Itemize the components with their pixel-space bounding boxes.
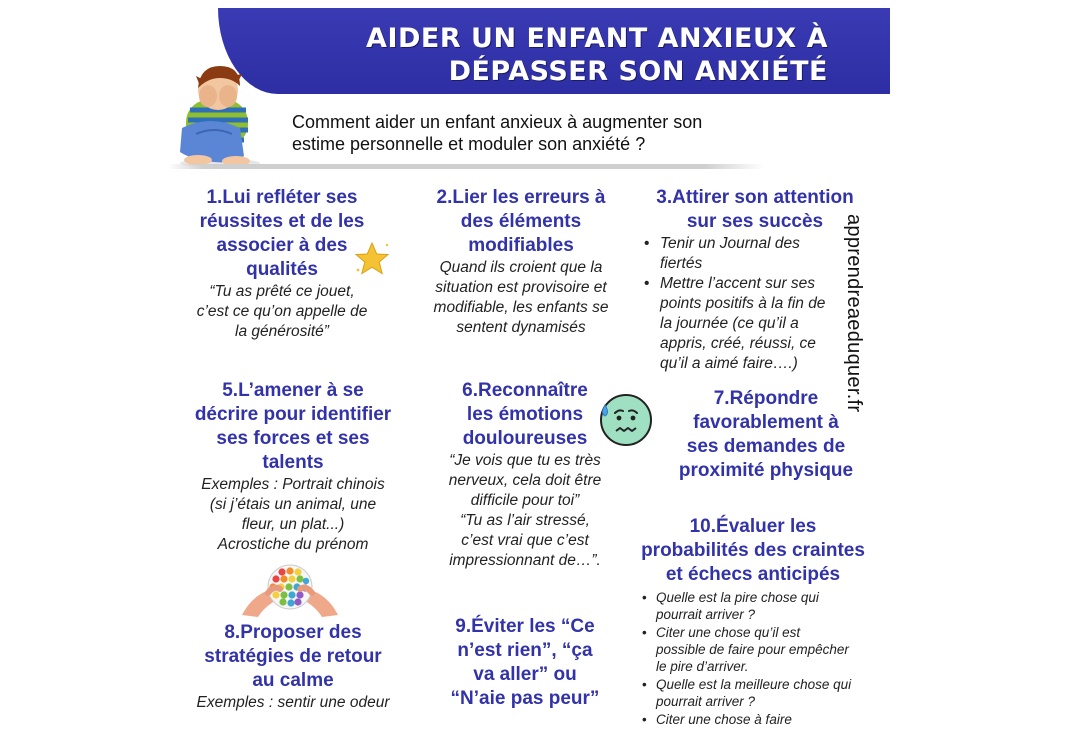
title-line: 7.Répondre	[713, 388, 819, 409]
section-text	[414, 258, 628, 338]
section-title	[414, 186, 628, 258]
title-line: 6.Reconnaître	[462, 380, 588, 401]
text-line: impressionnant de…”.	[449, 552, 601, 569]
title-line: et échecs anticipés	[665, 564, 841, 585]
title-line: probabilités des craintes	[641, 540, 865, 561]
title-line: 9.Éviter les “Ce	[455, 616, 595, 637]
section-5	[176, 379, 410, 555]
intro-question	[292, 111, 812, 155]
title-line: “N’aie pas peur”	[450, 688, 600, 709]
text-line: situation est provisoire et	[435, 279, 607, 296]
title-line: 3.Attirer son attention	[656, 187, 854, 208]
title-line: douloureuses	[462, 428, 588, 449]
intro-line: Comment aider un enfant anxieux à augmenter son	[292, 112, 703, 132]
section-text	[176, 475, 410, 555]
anxious-boy-illustration	[172, 64, 268, 168]
bullet-list	[640, 589, 874, 728]
text-line: c’est ce qu’on appelle de	[196, 303, 368, 320]
section-7	[664, 387, 868, 483]
title-line: ses demandes de	[686, 436, 846, 457]
title-line: des éléments	[460, 211, 582, 232]
text-line: sentent dynamisés	[456, 319, 586, 336]
section-text	[176, 693, 410, 713]
title-line: favorablement à	[693, 412, 839, 433]
section-2	[414, 186, 628, 338]
text-line: “Je vois que tu es très	[449, 452, 601, 469]
text-line: “Tu as prêté ce jouet,	[209, 283, 355, 300]
section-title	[632, 515, 874, 587]
text-line: modifiable, les enfants se	[433, 299, 609, 316]
page-title	[366, 22, 828, 88]
list-item: • Citer une chose à faire	[640, 711, 874, 728]
divider	[168, 164, 764, 169]
title-banner	[218, 8, 890, 94]
title-line: 8.Proposer des	[224, 622, 362, 643]
title-line: talents	[262, 452, 324, 473]
title-line: 1.Lui refléter ses	[206, 187, 358, 208]
section-text	[176, 282, 388, 342]
text-line: Exemples : sentir une odeur	[196, 694, 390, 711]
list-item: • Citer une chose qu’il est possible de faire pour empêcher le pire d’arriver.	[640, 624, 874, 675]
title-line: réussites et de les	[199, 211, 365, 232]
section-title	[664, 387, 868, 483]
website-watermark: apprendreaeduquer.fr	[843, 214, 865, 413]
section-title	[640, 186, 870, 234]
text-line: “Tu as l’air stressé,	[460, 512, 590, 529]
section-title	[176, 621, 410, 693]
section-10	[632, 515, 874, 729]
star-icon	[353, 240, 391, 278]
title-line: 2.Lier les erreurs à	[436, 187, 606, 208]
section-text	[425, 451, 625, 571]
title-line: 10.Évaluer les	[689, 516, 817, 537]
bullet-list	[640, 234, 846, 374]
section-8	[176, 621, 410, 713]
list-item: • Quelle est la pire chose qui pourrait arriver ?	[640, 589, 874, 623]
title-line: DÉPASSER SON ANXIÉTÉ	[448, 56, 828, 87]
title-line: n’est rien”, “ça	[457, 640, 593, 661]
title-line: associer à des	[216, 235, 348, 256]
pop-it-fidget-illustration	[240, 563, 340, 619]
title-line: décrire pour identifier	[194, 404, 392, 425]
section-title	[425, 615, 625, 711]
text-line: nerveux, cela doit être	[448, 472, 602, 489]
title-line: sur ses succès	[686, 211, 824, 232]
title-line: au calme	[252, 670, 334, 691]
text-line: difficile pour toi”	[470, 492, 580, 509]
text-line: Acrostiche du prénom	[217, 536, 369, 553]
list-item: • Quelle est la meilleure chose qui pourrait arriver ?	[640, 676, 874, 710]
title-line: AIDER UN ENFANT ANXIEUX À	[366, 23, 828, 54]
title-line: 5.L’amener à se	[222, 380, 364, 401]
section-title	[425, 379, 625, 451]
intro-line: estime personnelle et moduler son anxiété ?	[292, 134, 646, 154]
title-line: les émotions	[466, 404, 584, 425]
title-line: qualités	[246, 259, 318, 280]
text-line: (si j’étais un animal, une	[209, 496, 377, 513]
text-line: c’est vrai que c’est	[461, 532, 589, 549]
section-3	[640, 186, 870, 374]
text-line: fleur, un plat...)	[241, 516, 345, 533]
title-line: proximité physique	[678, 460, 854, 481]
section-title	[176, 379, 410, 475]
anxious-face-icon	[597, 391, 653, 447]
title-line: ses forces et ses	[216, 428, 370, 449]
section-6	[425, 379, 625, 571]
title-line: va aller” ou	[473, 664, 577, 685]
list-item: • Tenir un Journal des fiertés	[640, 234, 846, 274]
text-line: Exemples : Portrait chinois	[201, 476, 385, 493]
list-item: • Mettre l’accent sur ses points positifs à la fin de la journée (ce qu’il a appris, créé, réussi, ce qu’il a aimé faire….)	[640, 274, 846, 374]
title-line: stratégies de retour	[204, 646, 382, 667]
section-9	[425, 615, 625, 711]
text-line: la générosité”	[235, 323, 329, 340]
text-line: Quand ils croient que la	[439, 259, 603, 276]
title-line: modifiables	[468, 235, 574, 256]
